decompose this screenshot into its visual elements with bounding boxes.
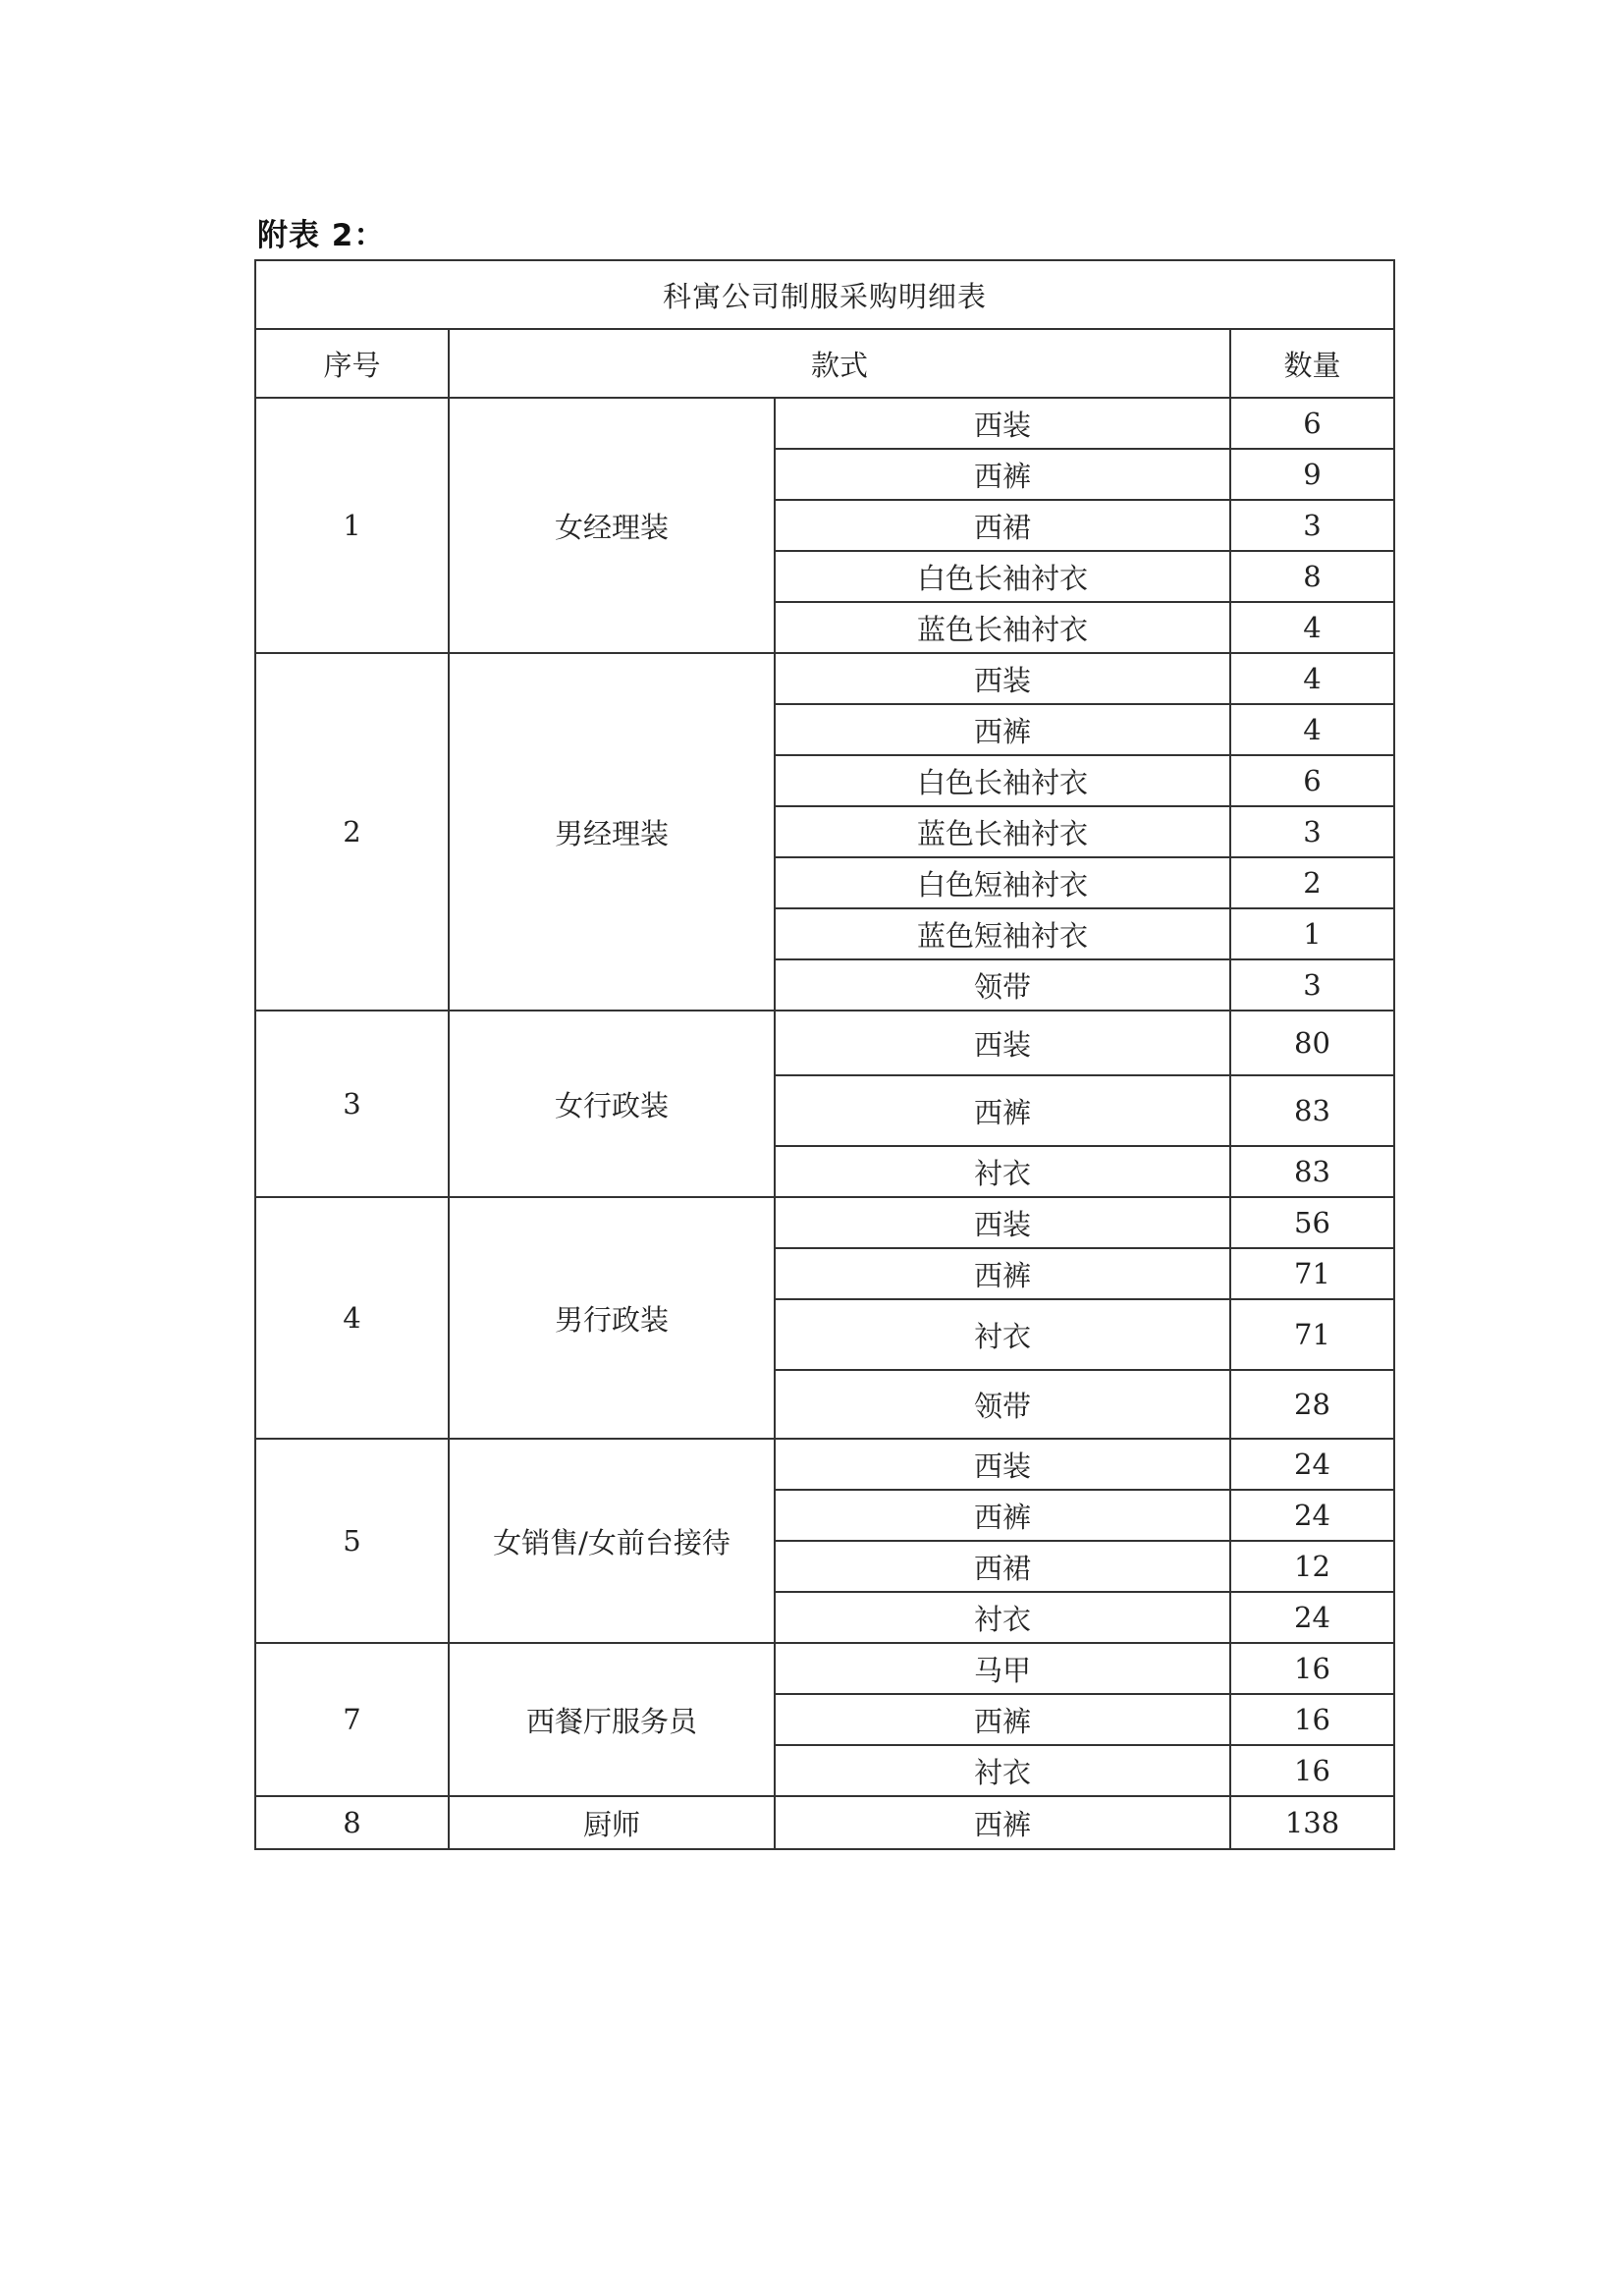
item-name: 西裤 <box>775 1796 1230 1849</box>
item-quantity: 28 <box>1230 1370 1394 1439</box>
item-quantity: 3 <box>1230 959 1394 1011</box>
item-name: 西装 <box>775 1439 1230 1490</box>
item-quantity: 56 <box>1230 1197 1394 1248</box>
item-name: 衬衣 <box>775 1745 1230 1796</box>
item-name: 蓝色短袖衬衣 <box>775 908 1230 959</box>
item-quantity: 83 <box>1230 1146 1394 1197</box>
item-quantity: 12 <box>1230 1541 1394 1592</box>
item-name: 西裙 <box>775 500 1230 551</box>
item-quantity: 2 <box>1230 857 1394 908</box>
item-quantity: 8 <box>1230 551 1394 602</box>
uniform-purchase-table <box>254 259 1395 1850</box>
item-quantity: 6 <box>1230 755 1394 806</box>
appendix-heading: 附表 2： <box>257 218 386 253</box>
item-quantity: 24 <box>1230 1490 1394 1541</box>
item-quantity: 16 <box>1230 1694 1394 1745</box>
table-row <box>255 1796 1394 1849</box>
group-index: 5 <box>255 1439 449 1643</box>
item-quantity: 16 <box>1230 1745 1394 1796</box>
item-name: 白色长袖衬衣 <box>775 755 1230 806</box>
item-quantity: 1 <box>1230 908 1394 959</box>
item-name: 西裤 <box>775 704 1230 755</box>
header-index: 序号 <box>255 329 449 398</box>
item-quantity: 3 <box>1230 500 1394 551</box>
group-index: 3 <box>255 1011 449 1197</box>
table-row <box>255 1011 1394 1075</box>
header-row <box>255 329 1394 398</box>
group-index: 8 <box>255 1796 449 1849</box>
group-category: 男行政装 <box>449 1197 775 1439</box>
title-row <box>255 260 1394 329</box>
item-quantity: 6 <box>1230 398 1394 449</box>
item-quantity: 138 <box>1230 1796 1394 1849</box>
item-quantity: 3 <box>1230 806 1394 857</box>
item-quantity: 4 <box>1230 653 1394 704</box>
table-row <box>255 653 1394 704</box>
item-quantity: 9 <box>1230 449 1394 500</box>
group-category: 女销售/女前台接待 <box>449 1439 775 1643</box>
table-row <box>255 1643 1394 1694</box>
item-name: 西裤 <box>775 449 1230 500</box>
item-quantity: 24 <box>1230 1592 1394 1643</box>
table-row <box>255 398 1394 449</box>
item-name: 衬衣 <box>775 1299 1230 1370</box>
item-quantity: 4 <box>1230 704 1394 755</box>
item-quantity: 4 <box>1230 602 1394 653</box>
group-category: 厨师 <box>449 1796 775 1849</box>
item-name: 西裤 <box>775 1075 1230 1146</box>
item-name: 西裤 <box>775 1248 1230 1299</box>
item-name: 西装 <box>775 398 1230 449</box>
item-name: 蓝色长袖衬衣 <box>775 602 1230 653</box>
item-quantity: 83 <box>1230 1075 1394 1146</box>
table-row <box>255 1439 1394 1490</box>
item-name: 衬衣 <box>775 1592 1230 1643</box>
item-quantity: 71 <box>1230 1299 1394 1370</box>
item-name: 白色短袖衬衣 <box>775 857 1230 908</box>
item-name: 西装 <box>775 653 1230 704</box>
header-quantity: 数量 <box>1230 329 1394 398</box>
table-title: 科寓公司制服采购明细表 <box>255 260 1394 329</box>
item-name: 西装 <box>775 1197 1230 1248</box>
item-name: 领带 <box>775 1370 1230 1439</box>
group-category: 男经理装 <box>449 653 775 1011</box>
item-name: 领带 <box>775 959 1230 1011</box>
table-body <box>255 260 1394 1849</box>
item-name: 西裙 <box>775 1541 1230 1592</box>
group-category: 西餐厅服务员 <box>449 1643 775 1796</box>
item-name: 马甲 <box>775 1643 1230 1694</box>
group-index: 2 <box>255 653 449 1011</box>
item-name: 蓝色长袖衬衣 <box>775 806 1230 857</box>
group-index: 7 <box>255 1643 449 1796</box>
item-name: 西裤 <box>775 1490 1230 1541</box>
item-quantity: 71 <box>1230 1248 1394 1299</box>
item-name: 衬衣 <box>775 1146 1230 1197</box>
group-index: 4 <box>255 1197 449 1439</box>
group-category: 女经理装 <box>449 398 775 653</box>
item-name: 西裤 <box>775 1694 1230 1745</box>
item-quantity: 80 <box>1230 1011 1394 1075</box>
item-name: 白色长袖衬衣 <box>775 551 1230 602</box>
item-quantity: 24 <box>1230 1439 1394 1490</box>
group-index: 1 <box>255 398 449 653</box>
table-row <box>255 1197 1394 1248</box>
header-style: 款式 <box>449 329 1230 398</box>
group-category: 女行政装 <box>449 1011 775 1197</box>
item-name: 西装 <box>775 1011 1230 1075</box>
item-quantity: 16 <box>1230 1643 1394 1694</box>
